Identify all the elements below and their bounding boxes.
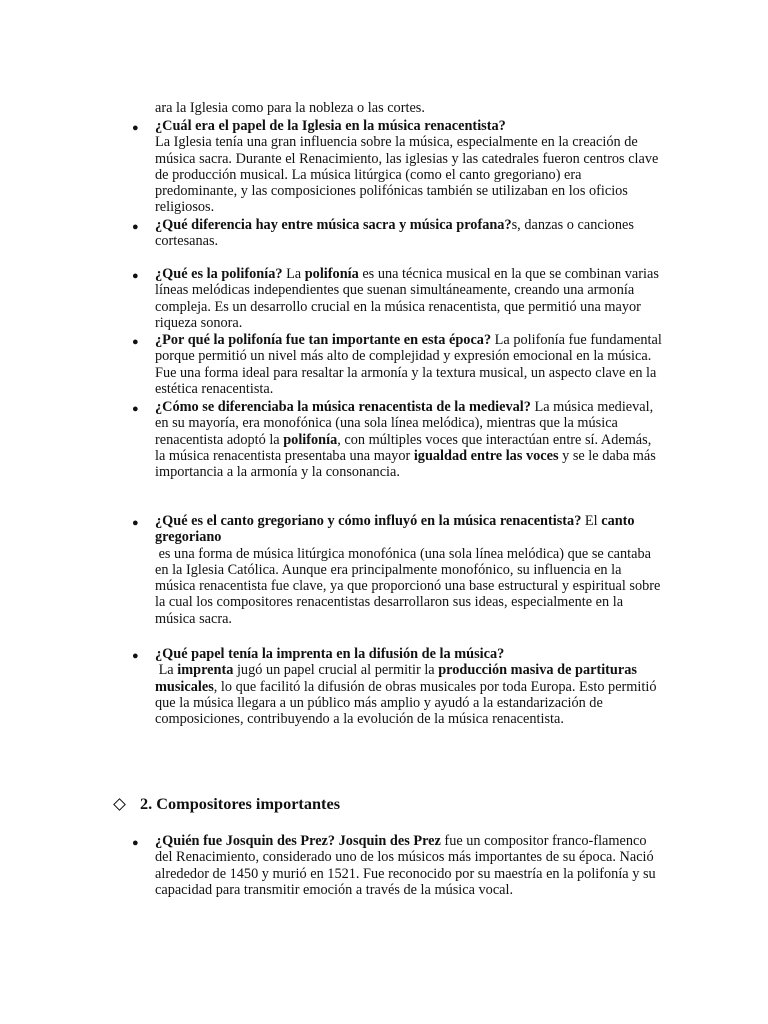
bullet-icon: ●: [132, 837, 139, 849]
question-text: ¿Qué papel tenía la imprenta en la difusión de la música?: [155, 646, 505, 662]
answer-text: La: [282, 266, 305, 282]
question-text: ¿Qué es el canto gregoriano y cómo influyó en la música renacentista?: [155, 513, 582, 529]
answer-text: La música medieval, en su mayoría, era monofónica (una sola línea melódica), mientras que la música renacentista adoptó la: [155, 399, 654, 448]
question-text: ¿Por qué la polifonía fue tan importante en esta época?: [155, 332, 492, 348]
bold-term: Josquin des Prez: [338, 833, 441, 849]
answer-text: jugó un papel crucial al permitir la: [233, 662, 439, 679]
bold-term: igualdad entre las voces: [413, 447, 559, 464]
bold-term: polifonía: [304, 266, 359, 282]
list-item-gregorian-chant: [155, 513, 663, 627]
answer-text: es una forma de música litúrgica monofónica (una sola línea melódica) que se cantaba en la Iglesia Católica. Aunque era principalmente monofónico, su influencia en la música renacentista fue clave, ya que proporcionó una base estructural y espiritual sobre la cual los compositores renacentistas desarrollaron sus ideas, especialmente en la música sacra.: [155, 545, 661, 627]
question-text: ¿Cómo se diferenciaba la música renacentista de la medieval?: [155, 399, 531, 415]
bullet-icon: ●: [132, 517, 139, 529]
list-item-sacred-profane: [155, 217, 663, 250]
bullet-icon: ●: [132, 122, 139, 134]
bold-term: imprenta: [177, 662, 234, 679]
answer-text: El: [581, 513, 602, 529]
answer-text: La: [158, 662, 178, 679]
question-text: ¿Cuál era el papel de la Iglesia en la música renacentista?: [155, 118, 506, 134]
bold-term: producción masiva de partituras musicales: [155, 662, 637, 695]
continuation-text: [155, 100, 663, 116]
bullet-icon: ●: [132, 403, 139, 415]
answer-text: es una técnica musical en la que se combinan varias líneas melódicas independientes que suenan simultáneamente, creando una armonía compleja. Es un desarrollo crucial en la música renacentista, que permitió una mayor riqueza sonora.: [155, 266, 659, 331]
bullet-icon: ●: [132, 221, 139, 233]
list-item-renaissance-vs-medieval: [155, 399, 663, 480]
answer-text: , lo que facilitó la difusión de obras musicales por toda Europa. Esto permitió que la música llegara a un público más amplio y ayudó a la estandarización de composiciones, contribuyendo a la evolución de la música renacentista.: [155, 678, 657, 728]
bullet-icon: ●: [132, 650, 139, 662]
continuation-line: ara la Iglesia como para la nobleza o las cortes.: [155, 100, 425, 116]
answer-text: La polifonía fue fundamental porque permitió un nivel más alto de complejidad y expresión emocional en la música. Fue una forma ideal para resaltar la armonía y la textura musical, un aspecto clave en la estética renacentista.: [155, 332, 662, 397]
diamond-bullet-icon: [113, 798, 126, 811]
list-item-polyphony-importance: [155, 332, 663, 397]
bullet-icon: ●: [132, 270, 139, 282]
answer-text: s, danzas o canciones cortesanas.: [155, 217, 634, 250]
question-text: ¿Qué es la polifonía?: [155, 266, 283, 282]
answer-text: fue un compositor franco-flamenco del Renacimiento, considerado uno de los músicos más importantes de su época. Nació alrededor de 1450 y murió en 1521. Fue reconocido por su maestría en la polifonía y su capacidad para transmitir emoción a través de la música vocal.: [155, 833, 656, 898]
question-text: ¿Quién fue Josquin des Prez?: [155, 833, 336, 849]
list-item-josquin: [155, 833, 663, 898]
list-item-church-role: [155, 118, 663, 216]
list-item-printing-press: [155, 646, 663, 727]
list-item-polyphony: [155, 266, 663, 331]
bold-term: canto gregoriano: [155, 513, 635, 546]
answer-text: , con múltiples voces que interactúan entre sí. Además, la música renacentista presentaba una mayor: [155, 431, 652, 464]
answer-text: La Iglesia tenía una gran influencia sobre la música, especialmente en la creación de música sacra. Durante el Renacimiento, las iglesias y las catedrales fueron centros clave de producción musical. La música litúrgica (como el canto gregoriano) era predominante, y las composiciones polifónicas también se utilizaban en los oficios religiosos.: [155, 134, 659, 216]
section-heading: 2. Compositores importantes: [140, 794, 341, 813]
bold-term: polifonía: [283, 431, 338, 448]
answer-text: y se le daba más importancia a la armonía y la consonancia.: [155, 447, 656, 481]
bullet-icon: ●: [132, 336, 139, 348]
question-text: ¿Qué diferencia hay entre música sacra y música profana?: [155, 217, 512, 233]
